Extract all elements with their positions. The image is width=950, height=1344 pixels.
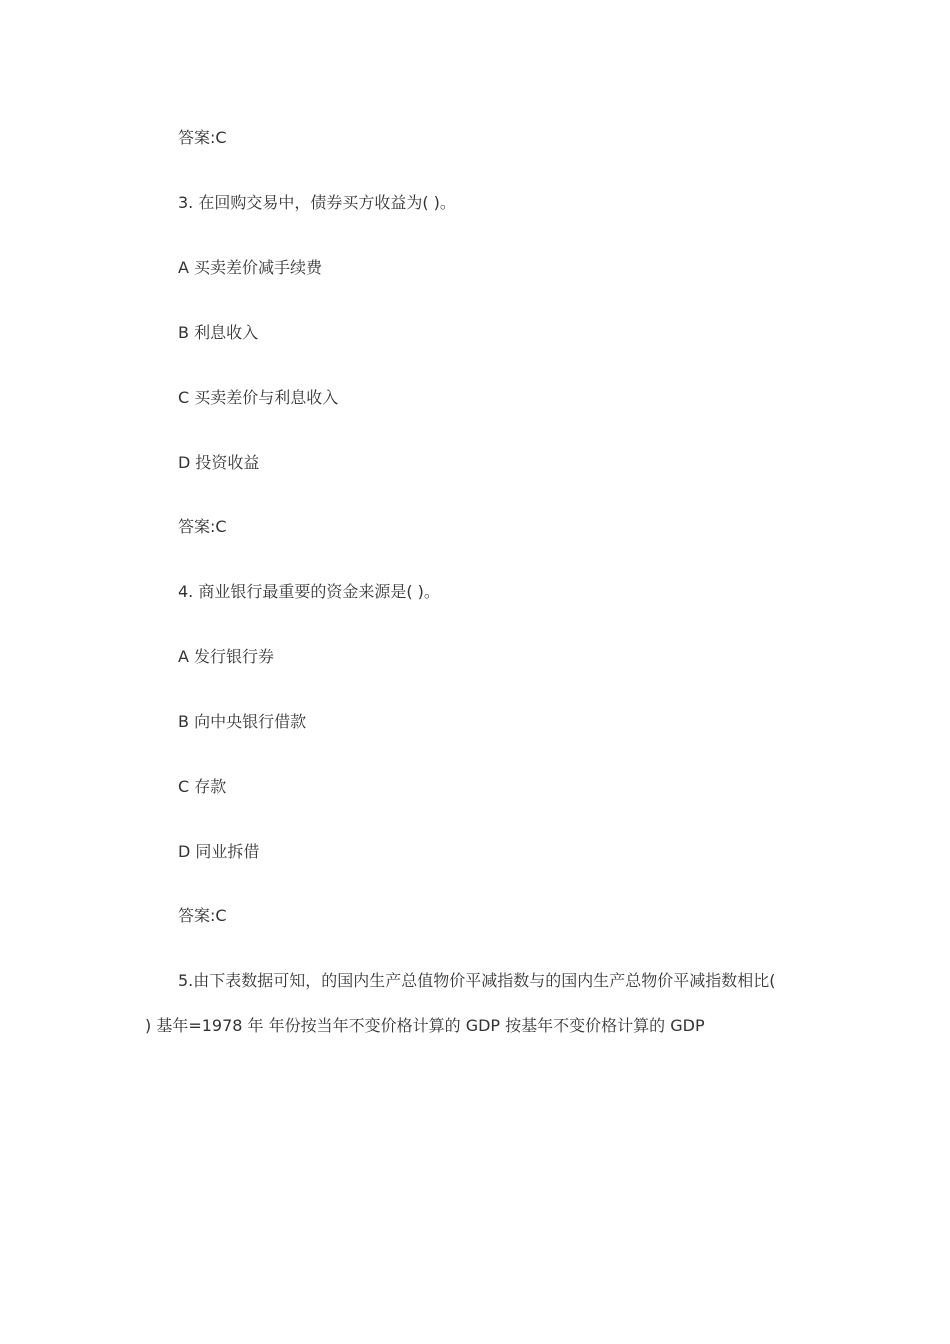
option-b: B 利息收入	[178, 323, 259, 342]
option-b: B 向中央银行借款	[178, 712, 307, 731]
option-a: A 发行银行券	[178, 647, 275, 666]
option-d: D 同业拆借	[178, 842, 260, 861]
question-5-continuation: ) 基年=1978 年 年份按当年不变价格计算的 GDP 按基年不变价格计算的 GDP	[145, 1016, 705, 1035]
option-a: A 买卖差价减手续费	[178, 258, 323, 277]
answer-line: 答案:C	[178, 517, 227, 536]
question-4: 4. 商业银行最重要的资金来源是( )。	[178, 582, 440, 601]
option-c: C 买卖差价与利息收入	[178, 388, 339, 407]
question-5: 5.由下表数据可知，的国内生产总值物价平减指数与的国内生产总物价平减指数相比(	[178, 971, 776, 990]
option-c: C 存款	[178, 777, 227, 796]
question-3: 3. 在回购交易中，债券买方收益为( )。	[178, 193, 456, 212]
answer-line: 答案:C	[178, 128, 227, 147]
answer-line: 答案:C	[178, 906, 227, 925]
option-d: D 投资收益	[178, 453, 260, 472]
